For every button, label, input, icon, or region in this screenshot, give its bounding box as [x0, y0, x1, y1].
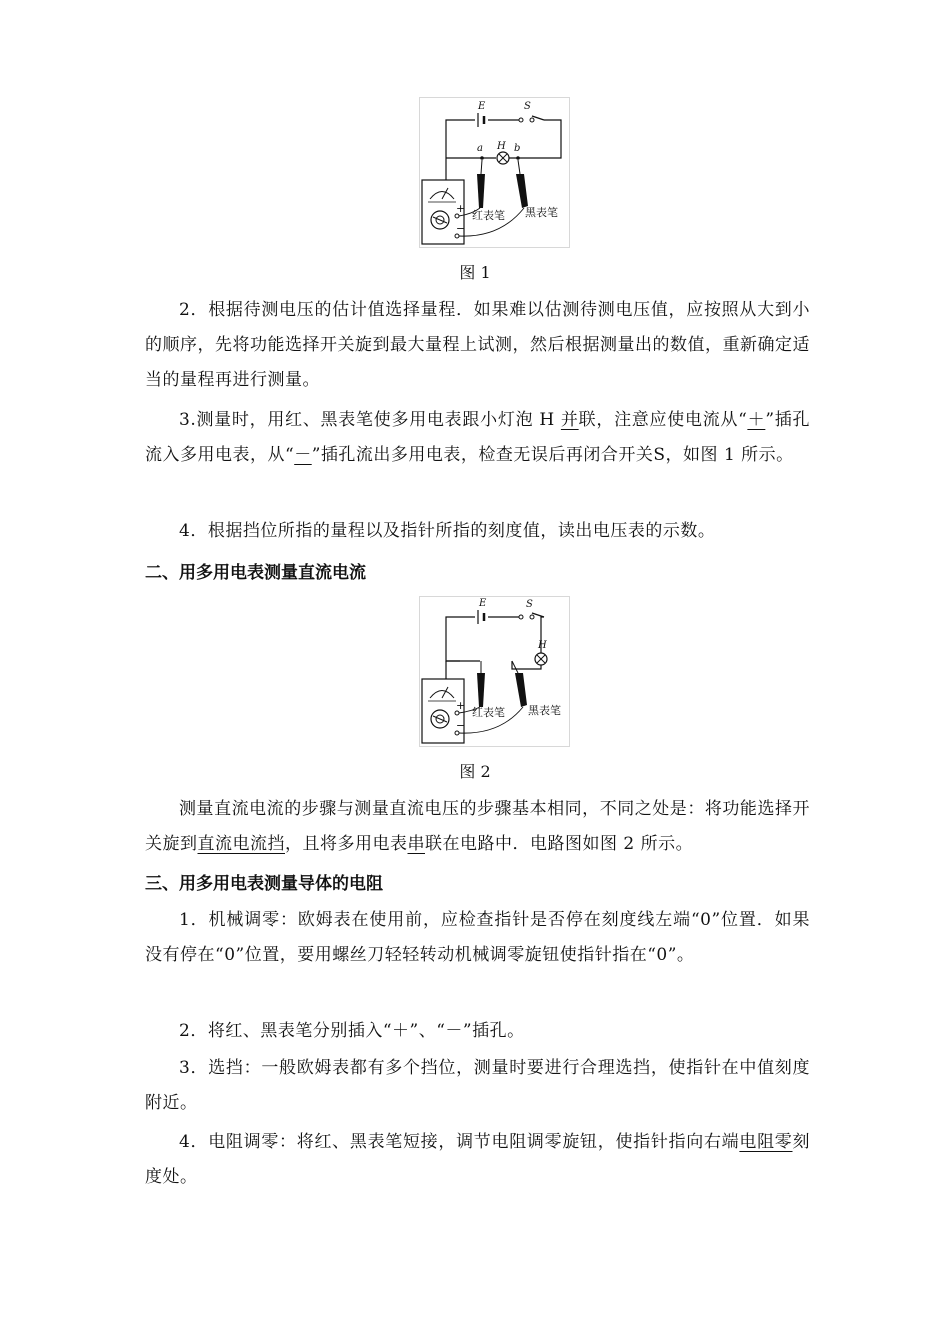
paragraph-mechanical-zero: 1．机械调零：欧姆表在使用前，应检查指针是否停在刻度线左端“0”位置．如果没有停在“0”位置，要用螺丝刀轻轻转动机械调零旋钮使指针指在“0”。: [145, 910, 810, 965]
paragraph-parallel-connection: 3.测量时，用红、黑表笔使多用电表跟小灯泡 H 并联，注意应使电流从“＋”插孔流入多用电表，从“－”插孔流出多用电表，检查无误后再闭合开关S，如图 1 所示。: [145, 410, 810, 465]
svg-text:−: −: [456, 719, 466, 732]
black-probe: [512, 661, 527, 707]
answer-parallel: 并: [560, 410, 579, 430]
switch-symbol: [530, 118, 534, 122]
answer-resistance-zero: 电阻零: [739, 1132, 793, 1152]
red-probe: [477, 661, 485, 707]
svg-text:+: +: [456, 202, 466, 215]
red-probe-label: 红表笔: [472, 209, 505, 222]
answer-minus: －: [294, 445, 312, 465]
answer-dc-current-range: 直流电流挡: [197, 834, 285, 854]
label-S: S: [524, 101, 531, 112]
label-a: a: [477, 143, 483, 154]
answer-series: 串: [407, 834, 425, 854]
label-S: S: [526, 599, 533, 610]
black-probe-label: 黑表笔: [528, 704, 561, 717]
figure-2-circuit-diagram: [419, 596, 570, 747]
figure-2-caption: 图 2: [459, 762, 491, 781]
label-H: H: [538, 640, 547, 651]
svg-text:+: +: [456, 699, 466, 712]
svg-text:−: −: [456, 222, 466, 235]
label-E: E: [478, 101, 486, 112]
paragraph-insert-probes: 2．将红、黑表笔分别插入“＋”、“－”插孔。: [179, 1021, 525, 1041]
paragraph-resistance-zero: 4．电阻调零：将红、黑表笔短接，调节电阻调零旋钮，使指针指向右端电阻零刻度处。: [145, 1132, 810, 1187]
label-E: E: [479, 598, 487, 609]
label-b: b: [514, 143, 521, 154]
paragraph-range-selection: 2．根据待测电压的估计值选择量程．如果难以估测待测电压值，应按照从大到小的顺序，先将功能选择开关旋到最大量程上试测，然后根据测量出的数值，重新确定适当的量程再进行测量。: [145, 300, 810, 390]
black-probe: [516, 160, 528, 208]
paragraph-read-voltage: 4．根据挡位所指的量程以及指针所指的刻度值，读出电压表的示数。: [179, 521, 716, 541]
switch-symbol: [530, 615, 534, 619]
label-H: H: [497, 141, 506, 152]
multimeter: [422, 679, 465, 743]
answer-plus: ＋: [747, 410, 766, 430]
red-probe: [477, 160, 485, 208]
paragraph-current-measurement: 测量直流电流的步骤与测量直流电压的步骤基本相同，不同之处是：将功能选择开关旋到直流电流挡，且将多用电表串联在电路中．电路图如图 2 所示。: [145, 799, 810, 854]
multimeter: [422, 180, 465, 244]
figure-1-caption: 图 1: [459, 263, 491, 282]
paragraph-select-range: 3．选挡：一般欧姆表都有多个挡位，测量时要进行合理选挡，使指针在中值刻度附近。: [145, 1058, 810, 1113]
section-2-heading: 二、用多用电表测量直流电流: [145, 563, 366, 583]
section-3-heading: 三、用多用电表测量导体的电阻: [145, 874, 383, 894]
black-probe-label: 黑表笔: [525, 206, 558, 219]
figure-1-circuit-diagram: [419, 97, 570, 248]
current-measurement-circuit: [420, 597, 569, 746]
voltage-measurement-circuit: [420, 98, 569, 247]
red-probe-label: 红表笔: [472, 706, 505, 719]
